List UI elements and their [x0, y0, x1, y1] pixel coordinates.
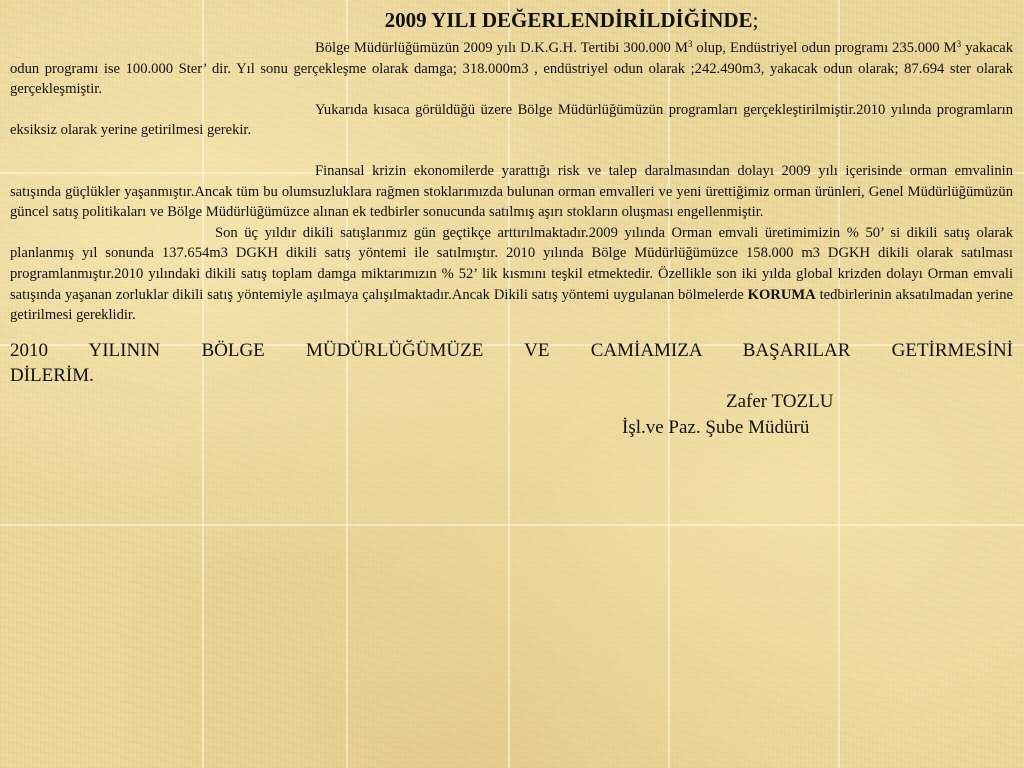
- signature-name: Zafer TOZLU: [726, 390, 834, 412]
- paragraph-program: [10, 38, 1013, 100]
- grid-line: [0, 524, 1024, 526]
- title-punctuation: ;: [752, 8, 759, 32]
- paragraph-summary: Yukarıda kısaca görüldüğü üzere Bölge Müdürlüğümüzün programları gerçekleştirilmiştir.2010 yılında programların eksiksiz olarak yerine getirilmesi gerekir.: [10, 101, 1013, 139]
- spacer: [10, 141, 1013, 161]
- paragraph-text: Son üç yıldır dikili satışlarımız gün geçtikçe arttırılmaktadır.2009 yılında Orman emvali üretimimizin % 50’ si dikili satış olarak planlanmış yıl sonunda 137.654m3 DGKH dikili satış yöntemi ile satılmıştır. 2010 yılında Bölge Müdürlüğümüzce 158.000 m3 DGKH dikili olarak satılması programlanmıştır.2010 yılındaki dikili satış toplam damga miktarımızın % 52’ lik kısmını teşkil etmektedir. Özellikle son iki yılda global krizden dolayı Orman emvali satışında yaşanan zorluklar dikili satış yöntemiyle aşılmaya çalışılmaktadır.Ancak Dikili satış yöntemi uygulanan bölmelerde: [10, 224, 1013, 303]
- paragraph-standing-sales: [10, 223, 1013, 326]
- paragraph-financial-crisis: Finansal krizin ekonomilerde yarattığı risk ve talep daralmasından dolayı 2009 yılı içerisinde orman emvalinin satışında güçlükler yaşanmıştır.Ancak tüm bu olumsuzluklara rağmen stoklarımızda bulunan orman emvalleri ve yeni ürettiğimiz orman ürünleri, Genel Müdürlüğümüzün güncel satış politikaları ve Bölge Müdürlüğümüzce alınan ek tedbirler sonucunda satılmış aşırı stokların oluşması engellenmiştir.: [10, 162, 1013, 221]
- paragraph-text: tedbirlerinin aksatılmadan yerine getirilmesi gereklidir.: [10, 286, 1013, 324]
- closing-wish-line2: DİLERİM.: [10, 364, 94, 386]
- paragraph-text: olup, Endüstriyel odun programı 235.000 M: [692, 40, 957, 56]
- paragraph-text: yakacak odun programı ise 100.000 Ster’ dir. Yıl sonu gerçekleşme olarak damga; 318.000m3 , endüstriyel odun olarak ;242.490m3, yakacak odun olarak; 87.694 ster olarak gerçekleşmiştir.: [10, 40, 1013, 98]
- closing-wish-line1: 2010 YILININ BÖLGE MÜDÜRLÜĞÜMÜZE VE CAMİAMIZA BAŞARILAR GETİRMESİNİ: [10, 339, 1013, 361]
- emphasis-koruma: KORUMA: [747, 286, 816, 303]
- superscript: 3: [687, 39, 693, 49]
- superscript: 3: [956, 39, 962, 49]
- slide-content: [10, 6, 1013, 441]
- paragraph-text: Bölge Müdürlüğümüzün 2009 yılı D.K.G.H. Tertibi 300.000 M: [315, 40, 688, 56]
- title-text: 2009 YILI DEĞERLENDİRİLDİĞİNDE: [384, 8, 753, 32]
- signature-title: İşl.ve Paz. Şube Müdürü: [622, 416, 810, 438]
- slide-title: [10, 6, 1013, 34]
